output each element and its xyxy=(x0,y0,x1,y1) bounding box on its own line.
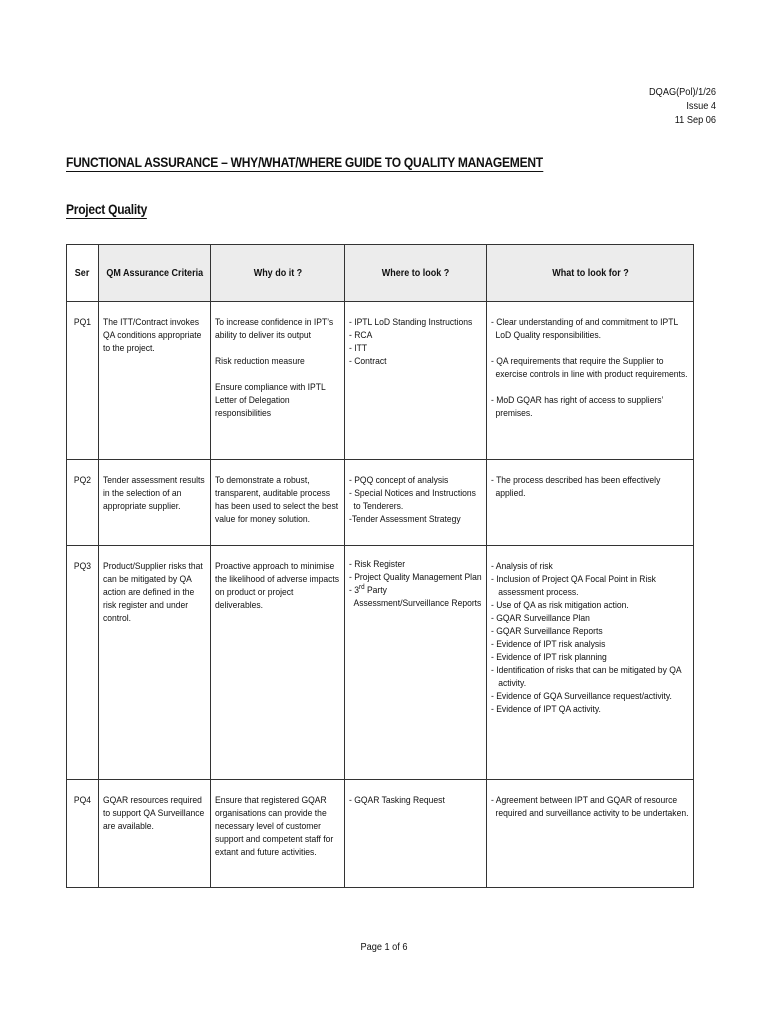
document-title: FUNCTIONAL ASSURANCE – WHY/WHAT/WHERE GUIDE TO QUALITY MANAGEMENT xyxy=(66,154,543,170)
criteria-cell: Product/Supplier risks that can be mitigated by QA action are defined in the risk register and under control. xyxy=(99,546,211,780)
criteria-cell: Tender assessment results in the selection of an appropriate supplier. xyxy=(99,460,211,546)
header-why: Why do it ? xyxy=(211,245,345,302)
what-cell: - Analysis of risk - Inclusion of Project QA Focal Point in Risk assessment process. - Use of QA as risk mitigation action. - GQAR Surveillance Plan - GQAR Surveillance Reports - Evidence of IPT risk analysis - Evidence of IPT risk planning - Identification of risks that can be mitigated by QA activity. - Evidence of GQA Surveillance request/activity. - Evidence of IPT QA activity. xyxy=(487,546,694,780)
what-cell: - Agreement between IPT and GQAR of resource required and surveillance activity to be undertaken. xyxy=(487,780,694,888)
table-row xyxy=(67,546,694,780)
ser-cell: PQ3 xyxy=(67,546,99,780)
what-cell: - The process described has been effectively applied. xyxy=(487,460,694,546)
what-cell: - Clear understanding of and commitment to IPTL LoD Quality responsibilities. - QA requirements that require the Supplier to exercise controls in line with product requirements. - MoD GQAR has right of access to suppliers’ premises. xyxy=(487,302,694,460)
why-cell: To increase confidence in IPT’s ability to deliver its output Risk reduction measure Ensure compliance with IPTL Letter of Delegation responsibilities xyxy=(211,302,345,460)
ser-cell: PQ1 xyxy=(67,302,99,460)
table-row xyxy=(67,780,694,888)
header-what: What to look for ? xyxy=(487,245,694,302)
why-cell: Ensure that registered GQAR organisations can provide the necessary level of customer support and competent staff for extant and future activities. xyxy=(211,780,345,888)
where-cell: - PQQ concept of analysis - Special Notices and Instructions to Tenderers. -Tender Assessment Strategy xyxy=(345,460,487,546)
page-number: Page 1 of 6 xyxy=(360,942,408,953)
table-header-row xyxy=(67,245,694,302)
header-ser: Ser xyxy=(67,245,99,302)
criteria-cell: GQAR resources required to support QA Surveillance are available. xyxy=(99,780,211,888)
ser-cell: PQ2 xyxy=(67,460,99,546)
section-title: Project Quality xyxy=(66,201,148,217)
ser-cell: PQ4 xyxy=(67,780,99,888)
where-cell: - IPTL LoD Standing Instructions - RCA - ITT - Contract xyxy=(345,302,487,460)
document-reference xyxy=(532,86,716,128)
doc-issue: Issue 4 xyxy=(686,101,716,112)
where-cell: - Risk Register - Project Quality Management Plan - 3rd Party Assessment/Surveillance Reports xyxy=(345,546,487,780)
doc-date: 11 Sep 06 xyxy=(674,115,716,126)
doc-reference-number: DQAG(Pol)/1/26 xyxy=(649,87,716,98)
table-row xyxy=(67,460,694,546)
qa-criteria-table xyxy=(66,244,694,888)
table-row xyxy=(67,302,694,460)
criteria-cell: The ITT/Contract invokes QA conditions appropriate to the project. xyxy=(99,302,211,460)
where-cell: - GQAR Tasking Request xyxy=(345,780,487,888)
why-cell: To demonstrate a robust, transparent, auditable process has been used to select the best value for money solution. xyxy=(211,460,345,546)
why-cell: Proactive approach to minimise the likelihood of adverse impacts on product or project deliverables. xyxy=(211,546,345,780)
header-criteria: QM Assurance Criteria xyxy=(99,245,211,302)
header-where: Where to look ? xyxy=(345,245,487,302)
